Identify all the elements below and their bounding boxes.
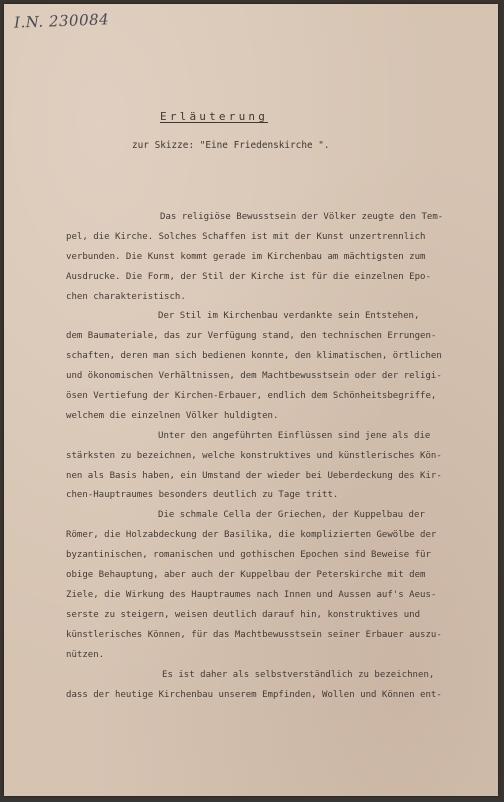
text-line: byzantinischen, romanischen und gothischen Epochen sind Beweise für xyxy=(66,550,431,561)
text-line: Das religiöse Bewusstsein der Völker zeugte den Tem- xyxy=(160,212,444,222)
document-subtitle: zur Skizze: "Eine Friedenskirche ". xyxy=(132,140,330,151)
text-line: und ökonomischen Verhältnissen, dem Machtbewusstsein oder der religi- xyxy=(66,371,442,382)
text-line: Die schmale Cella der Griechen, der Kuppelbau der xyxy=(158,510,425,521)
inventory-number: I.N. 230084 xyxy=(13,10,110,32)
text-line: Unter den angeführten Einflüssen sind jene als die xyxy=(158,430,431,441)
document-title: Erläuterung xyxy=(160,110,269,123)
document-body xyxy=(66,208,466,706)
text-line: ösen Vertiefung der Kirchen-Erbauer, endlich dem Schönheitsbegriffe, xyxy=(66,391,437,402)
text-line: verbunden. Die Kunst kommt gerade im Kirchenbau am mächtigsten zum xyxy=(66,251,426,262)
document-page xyxy=(4,4,498,796)
text-line: dem Baumateriale, das zur Verfügung stand, den technischen Errungen- xyxy=(66,331,437,342)
text-line: Römer, die Holzabdeckung der Basilika, die komplizierten Gewölbe der xyxy=(66,530,437,541)
text-line: Der Stil im Kirchenbau verdankte sein Entstehen, xyxy=(158,311,420,322)
text-line: nen als Basis haben, ein Umstand der wieder bei Ueberdeckung des Kir- xyxy=(66,470,442,481)
text-line: chen charakteristisch. xyxy=(66,291,186,302)
text-line: Es ist daher als selbstverständlich zu bezeichnen, xyxy=(162,670,435,681)
text-line: obige Behauptung, aber auch der Kuppelbau der Peterskirche mit dem xyxy=(66,570,426,581)
text-line: dass der heutige Kirchenbau unserem Empfinden, Wollen und Können ent- xyxy=(66,690,442,701)
text-line: chen-Hauptraumes besonders deutlich zu Tage tritt. xyxy=(66,490,339,501)
text-line: schaften, deren man sich bedienen konnte, den klimatischen, örtlichen xyxy=(66,351,442,362)
text-line: welchem die einzelnen Völker huldigten. xyxy=(66,410,279,421)
text-line: pel, die Kirche. Solches Schaffen ist mit der Kunst unzertrennlich xyxy=(66,231,426,242)
text-line: Ziele, die Wirkung des Hauptraumes nach Innen und Aussen auf's Aeus- xyxy=(66,589,437,600)
text-line: Ausdrucke. Die Form, der Stil der Kirche ist für die einzelnen Epo- xyxy=(66,271,431,282)
text-line: stärksten zu bezeichnen, welche konstruktives und künstlerisches Kön- xyxy=(66,450,442,461)
text-line: serste zu steigern, weisen deutlich darauf hin, konstruktives und xyxy=(66,609,421,620)
text-line: nützen. xyxy=(66,649,105,660)
text-line: künstlerisches Können, für das Machtbewusstsein seiner Erbauer auszu- xyxy=(66,629,442,640)
